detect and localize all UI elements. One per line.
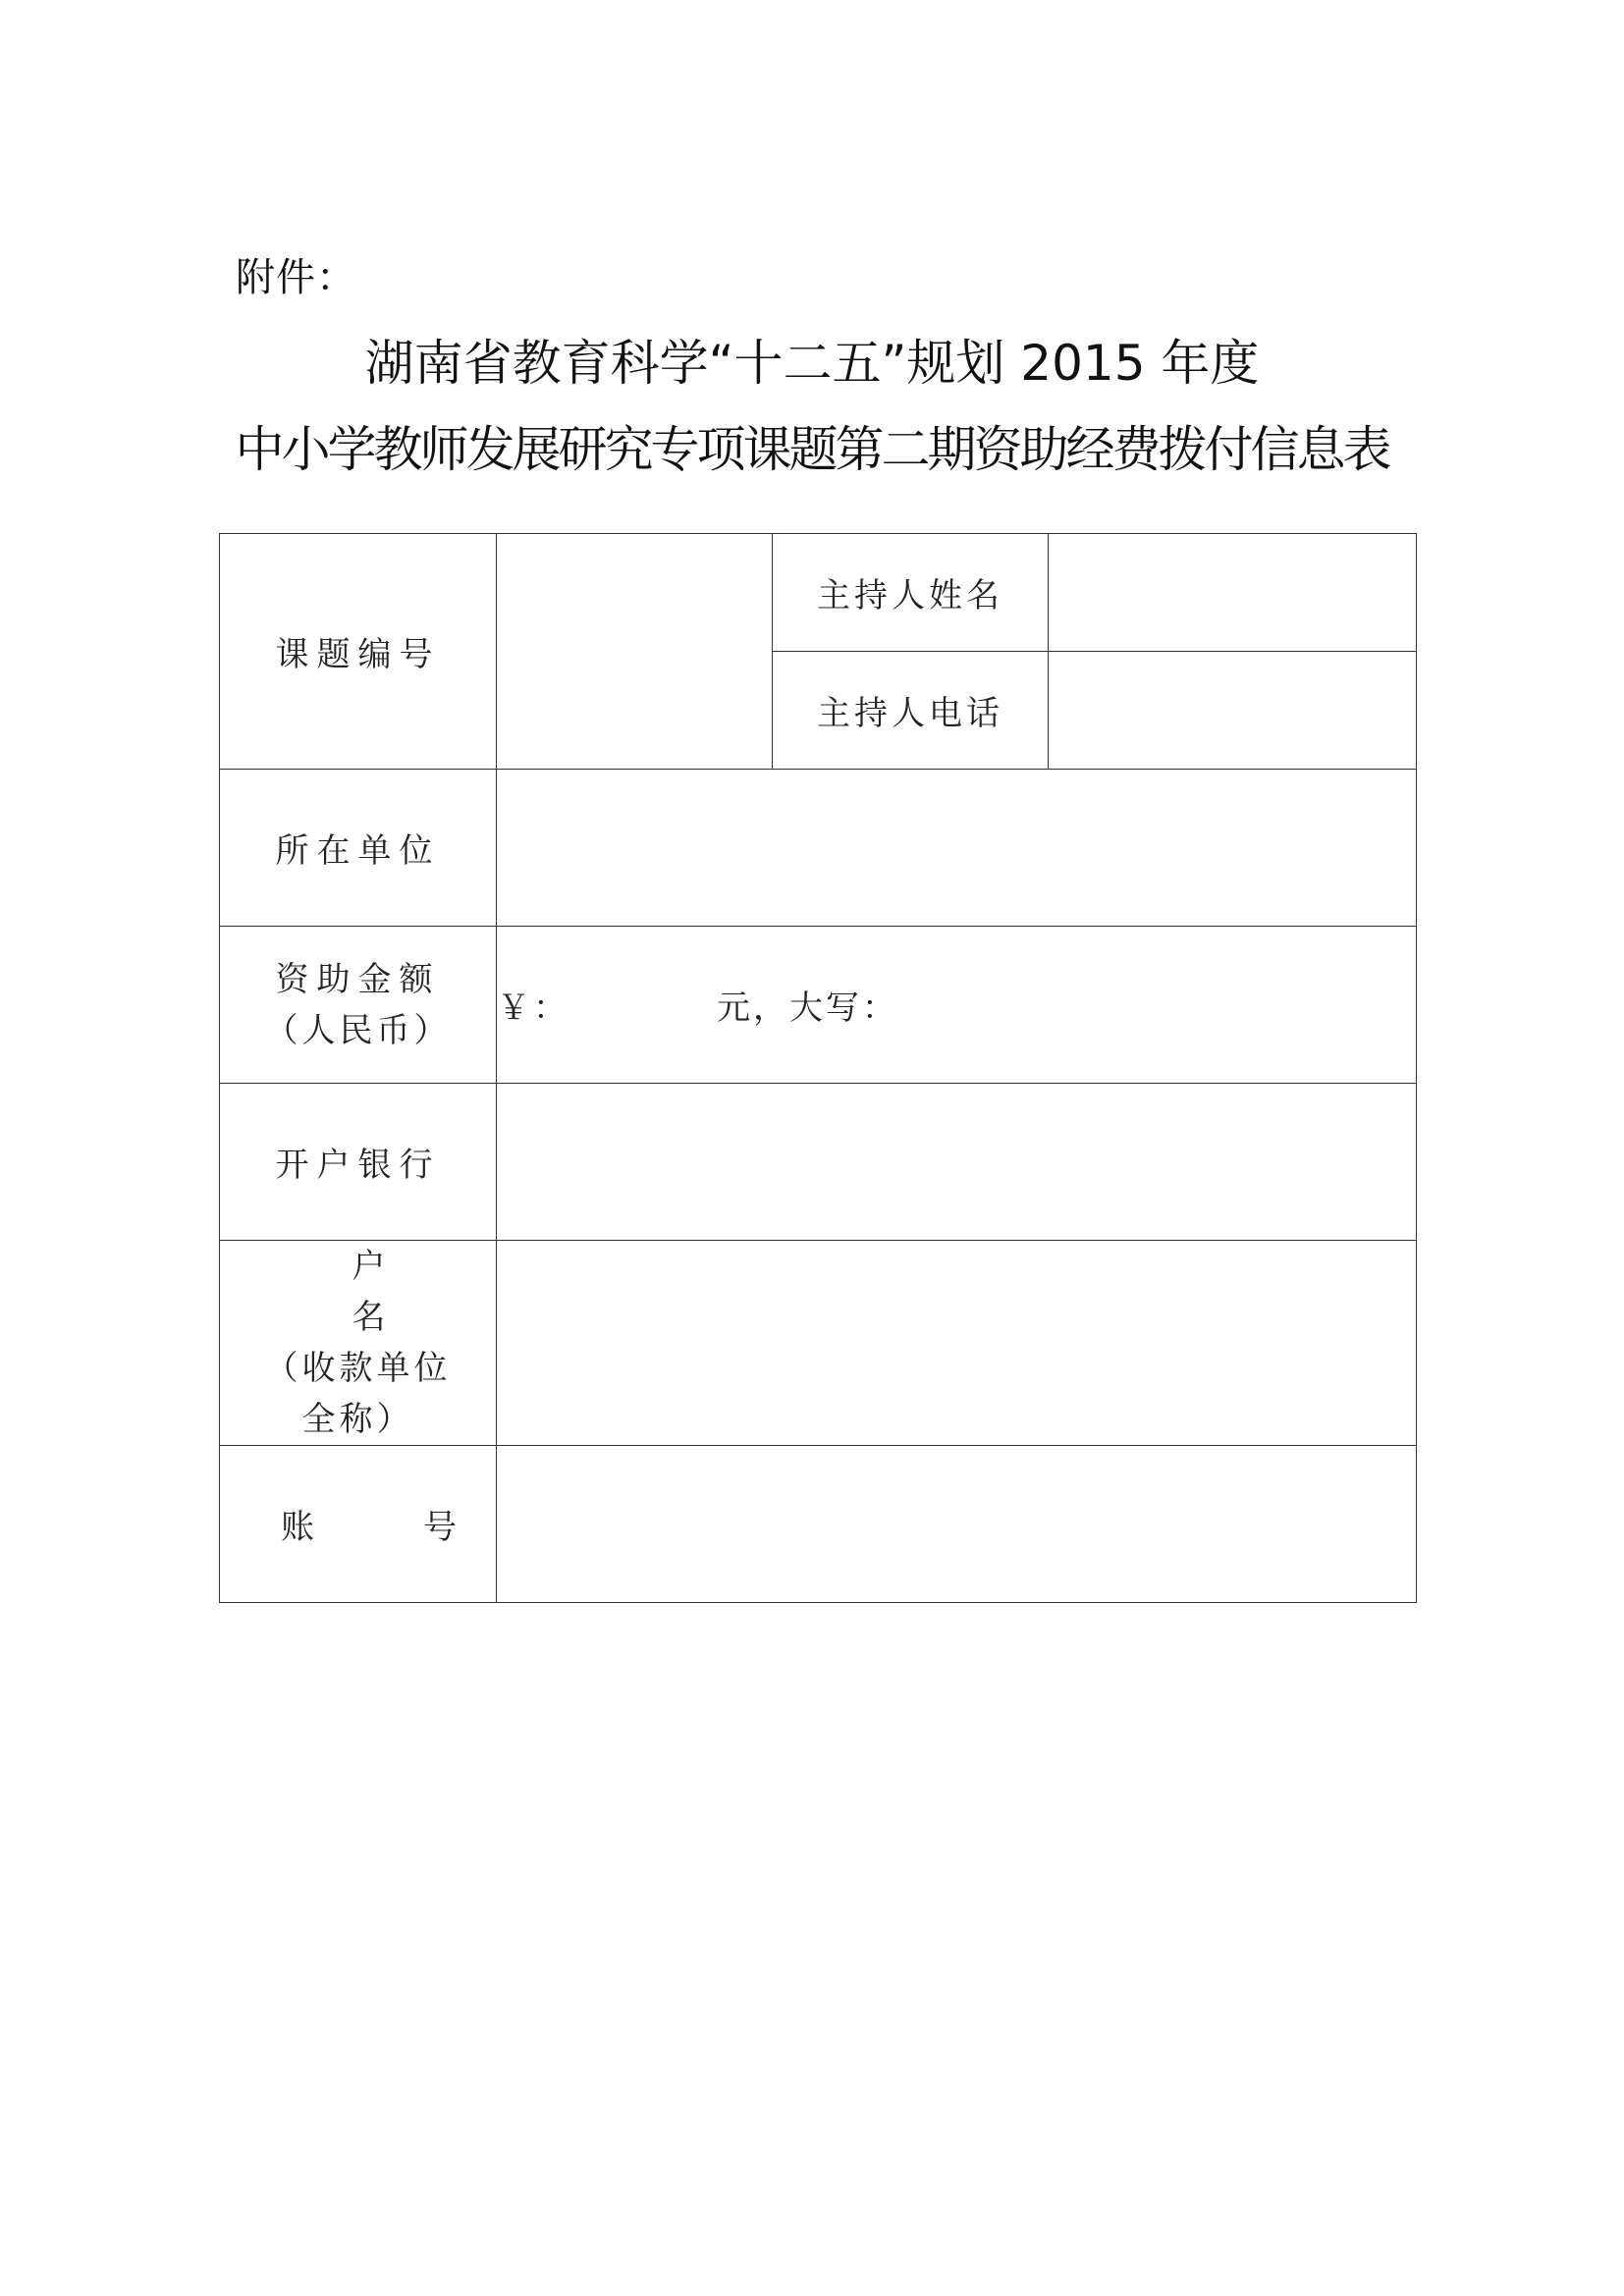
table-row bbox=[220, 534, 1417, 652]
project-number-label: 课题编号 bbox=[220, 534, 497, 770]
table-row bbox=[220, 1446, 1417, 1603]
unit-label: 所在单位 bbox=[220, 770, 497, 927]
amount-label bbox=[220, 927, 497, 1084]
bank-field[interactable] bbox=[497, 1084, 1417, 1241]
table-row bbox=[220, 1084, 1417, 1241]
account-number-char-1: 账 bbox=[281, 1508, 314, 1547]
title-line-1: 湖南省教育科学“十二五”规划 2015 年度 bbox=[364, 335, 1260, 392]
amount-currency-label: ￥： bbox=[497, 988, 569, 1028]
account-number-label bbox=[220, 1446, 497, 1603]
funding-info-table bbox=[219, 533, 1417, 1603]
amount-field[interactable] bbox=[497, 927, 1417, 1084]
table-row bbox=[220, 927, 1417, 1084]
account-number-field[interactable] bbox=[497, 1446, 1417, 1603]
table-row bbox=[220, 1241, 1417, 1446]
account-name-label-line-2: （收款单位 bbox=[264, 1349, 452, 1388]
title-line-2: 中小学教师发展研究专项课题第二期资助经费拨付信息表 bbox=[235, 421, 1389, 478]
account-name-char-1: 户 bbox=[352, 1247, 386, 1286]
bank-label: 开户银行 bbox=[220, 1084, 497, 1241]
attachment-label: 附件： bbox=[236, 255, 356, 300]
account-name-char-2: 名 bbox=[352, 1298, 386, 1337]
host-phone-field[interactable] bbox=[1049, 652, 1417, 770]
host-name-field[interactable] bbox=[1049, 534, 1417, 652]
amount-label-line-1: 资助金额 bbox=[275, 959, 441, 999]
account-name-label-line-1 bbox=[220, 1241, 496, 1343]
account-number-label-line bbox=[220, 1500, 496, 1548]
account-name-field[interactable] bbox=[497, 1241, 1417, 1446]
account-name-label bbox=[220, 1241, 497, 1446]
table-row bbox=[220, 770, 1417, 927]
unit-field[interactable] bbox=[497, 770, 1417, 927]
host-name-label: 主持人姓名 bbox=[773, 534, 1049, 652]
account-name-label-line-3: 全称） bbox=[301, 1400, 414, 1439]
account-number-char-2: 号 bbox=[423, 1508, 457, 1547]
amount-yuan-label: 元，大写： bbox=[717, 988, 898, 1028]
project-number-field[interactable] bbox=[497, 534, 773, 770]
amount-label-line-2: （人民币） bbox=[264, 1010, 452, 1050]
host-phone-label: 主持人电话 bbox=[773, 652, 1049, 770]
